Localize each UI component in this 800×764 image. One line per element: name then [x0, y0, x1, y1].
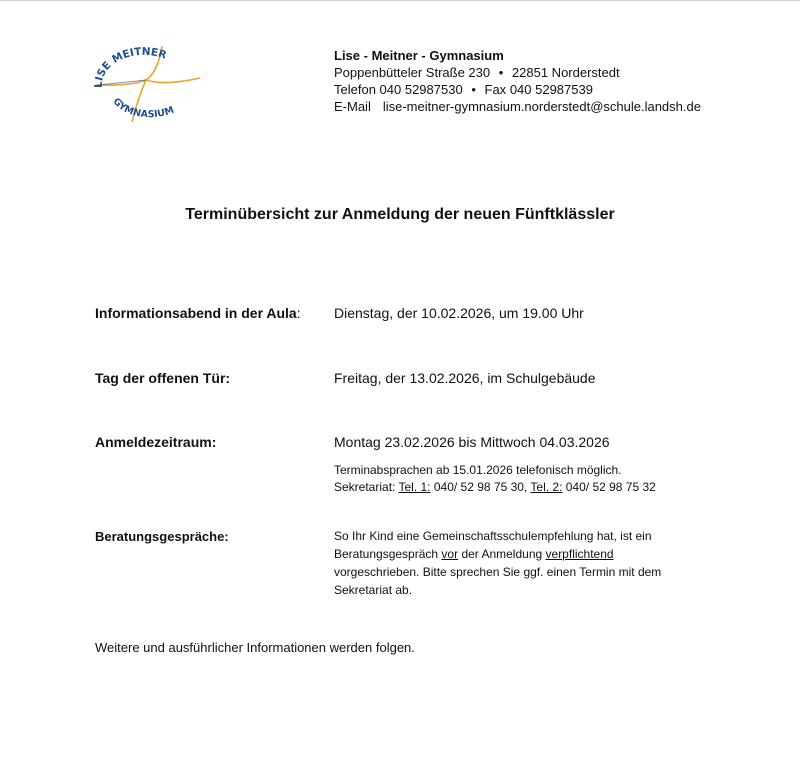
info-evening-label-text: Informationsabend in der Aula	[95, 305, 297, 321]
counseling-text-part1: So Ihr Kind eine Gemeinschaftsschulempfehlung hat, ist ein Beratungsgespräch	[334, 529, 652, 561]
city: 22851 Norderstedt	[511, 65, 620, 80]
document-title: Terminübersicht zur Anmeldung der neuen Fünftklässler	[185, 206, 615, 223]
email-line	[334, 98, 774, 115]
counseling-vor: vor	[441, 547, 459, 561]
registration-note-line1: Terminabsprachen ab 15.01.2026 telefonisch möglich.	[334, 463, 622, 477]
address-line	[334, 64, 774, 81]
logo-text-bottom: GYMNASIUM	[110, 96, 176, 121]
counseling-verpflichtend: verpflichtend	[545, 547, 614, 561]
fax-label: Fax	[484, 82, 507, 97]
counseling-text	[334, 527, 694, 599]
counseling-text-part3: vorgeschrieben. Bitte sprechen Sie ggf. einen Termin mit dem Sekretariat ab.	[334, 565, 662, 597]
info-evening-colon: :	[296, 305, 301, 321]
counseling-text-part2: der Anmeldung	[461, 547, 543, 561]
email-label: E-Mail	[334, 99, 371, 114]
phone-line	[334, 81, 774, 98]
tel1-number: 040/ 52 98 75 30,	[433, 480, 528, 494]
secretariat-label: Sekretariat:	[334, 480, 396, 494]
open-day-label: Tag der offenen Tür:	[95, 370, 231, 386]
closing-note: Weitere und ausführlicher Informationen werden folgen.	[95, 640, 415, 655]
top-border	[0, 0, 800, 1]
school-logo	[92, 42, 204, 124]
tel2-label: Tel. 2:	[530, 480, 563, 494]
bullet-separator: •	[471, 82, 476, 97]
bullet-separator: •	[498, 65, 504, 80]
info-evening-value: Dienstag, der 10.02.2026, um 19.00 Uhr	[334, 305, 584, 321]
email-address: lise-meitner-gymnasium.norderstedt@schule.landsh.de	[382, 99, 701, 114]
registration-label: Anmeldezeitraum:	[95, 434, 217, 450]
school-address-block	[334, 47, 774, 115]
phone-number: 040 52987530	[379, 82, 463, 97]
registration-note-line2	[334, 479, 656, 496]
school-name: Lise - Meitner - Gymnasium	[334, 48, 504, 63]
fax-number: 040 52987539	[509, 82, 593, 97]
phone-label: Telefon	[334, 82, 376, 97]
counseling-label: Beratungsgespräche:	[95, 529, 229, 544]
info-evening-label	[95, 303, 301, 323]
tel1-label: Tel. 1:	[398, 480, 431, 494]
registration-value: Montag 23.02.2026 bis Mittwoch 04.03.2026	[334, 434, 610, 450]
street: Poppenbütteler Straße 230	[334, 65, 491, 80]
open-day-value: Freitag, der 13.02.2026, im Schulgebäude	[334, 370, 596, 386]
logo-graphic	[92, 42, 204, 124]
tel2-number: 040/ 52 98 75 32	[565, 480, 656, 494]
logo-text-top: LISE MEITNER	[92, 45, 169, 89]
